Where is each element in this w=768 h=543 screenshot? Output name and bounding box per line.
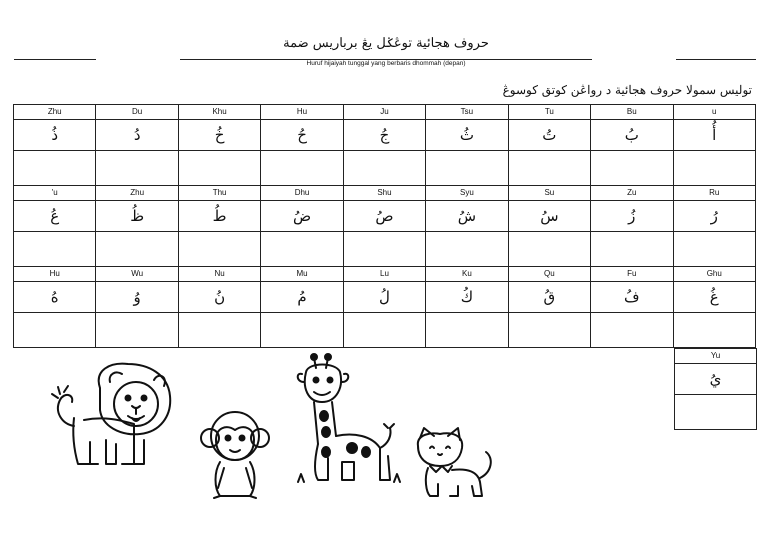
arabic-letter: مُ xyxy=(261,282,343,313)
arabic-letter: بُ xyxy=(591,120,673,151)
letter-label: Syu xyxy=(426,186,508,201)
writing-box[interactable] xyxy=(508,151,590,186)
letter-label: Ru xyxy=(673,186,756,201)
arabic-letter: شُ xyxy=(426,201,508,232)
writing-row xyxy=(675,395,757,430)
letter-label: Zu xyxy=(591,186,673,201)
writing-box[interactable] xyxy=(675,395,757,430)
label-row xyxy=(14,186,756,201)
letter-label: Bu xyxy=(591,105,673,120)
letter-label: Nu xyxy=(178,267,260,282)
arabic-letter: ضُ xyxy=(261,201,343,232)
arabic-letter: صُ xyxy=(343,201,425,232)
writing-box[interactable] xyxy=(591,151,673,186)
letter-label: Ju xyxy=(343,105,425,120)
cat-illustration xyxy=(412,426,498,502)
writing-box[interactable] xyxy=(673,313,756,348)
writing-row xyxy=(14,313,756,348)
arabic-letter: قُ xyxy=(508,282,590,313)
writing-box[interactable] xyxy=(261,232,343,267)
letter-label: Dhu xyxy=(261,186,343,201)
arabic-letter: خُ xyxy=(178,120,260,151)
glyph-row xyxy=(14,201,756,232)
letter-label: Su xyxy=(508,186,590,201)
arabic-letter: لُ xyxy=(343,282,425,313)
writing-box[interactable] xyxy=(96,151,178,186)
writing-box[interactable] xyxy=(343,232,425,267)
arabic-letter: نُ xyxy=(178,282,260,313)
arabic-letter: ظُ xyxy=(96,201,178,232)
glyph-row xyxy=(14,282,756,313)
writing-box[interactable] xyxy=(426,232,508,267)
arabic-letter: هُ xyxy=(14,282,96,313)
arabic-letter: سُ xyxy=(508,201,590,232)
arabic-letter: ثُ xyxy=(426,120,508,151)
arabic-letter: وُ xyxy=(96,282,178,313)
writing-box[interactable] xyxy=(14,151,96,186)
glyph-row xyxy=(675,364,757,395)
writing-box[interactable] xyxy=(426,313,508,348)
arabic-letter: تُ xyxy=(508,120,590,151)
label-row xyxy=(14,267,756,282)
arabic-letter: أُ xyxy=(673,120,756,151)
name-line-left xyxy=(14,59,96,60)
arabic-letter: غُ xyxy=(673,282,756,313)
arabic-letter: رُ xyxy=(673,201,756,232)
letter-label: Qu xyxy=(508,267,590,282)
letter-label: u xyxy=(673,105,756,120)
arabic-letter: ذُ xyxy=(14,120,96,151)
writing-box[interactable] xyxy=(426,151,508,186)
writing-box[interactable] xyxy=(261,151,343,186)
letter-label: Wu xyxy=(96,267,178,282)
giraffe-illustration xyxy=(292,352,404,486)
writing-box[interactable] xyxy=(343,151,425,186)
lion-illustration xyxy=(44,360,180,472)
letter-label: Shu xyxy=(343,186,425,201)
letter-label: Ghu xyxy=(673,267,756,282)
arabic-letter: زُ xyxy=(591,201,673,232)
letter-label: Hu xyxy=(261,105,343,120)
writing-box[interactable] xyxy=(96,313,178,348)
arabic-letter: كُ xyxy=(426,282,508,313)
letter-label: Mu xyxy=(261,267,343,282)
letter-label: Lu xyxy=(343,267,425,282)
letter-label: Du xyxy=(96,105,178,120)
writing-box[interactable] xyxy=(673,232,756,267)
letter-label: Hu xyxy=(14,267,96,282)
writing-box[interactable] xyxy=(96,232,178,267)
writing-box[interactable] xyxy=(14,313,96,348)
letter-label: Khu xyxy=(178,105,260,120)
label-row xyxy=(675,349,757,364)
writing-box[interactable] xyxy=(343,313,425,348)
letter-label: Thu xyxy=(178,186,260,201)
instruction-text: توليس سمولا حروف هجائية د رواڠن كوتق كوسوڠ xyxy=(502,83,752,97)
arabic-letter: فُ xyxy=(591,282,673,313)
writing-row xyxy=(14,232,756,267)
writing-box[interactable] xyxy=(591,313,673,348)
label-row xyxy=(14,105,756,120)
letter-label: Tsu xyxy=(426,105,508,120)
arabic-letter: جُ xyxy=(343,120,425,151)
letter-label: Fu xyxy=(591,267,673,282)
writing-box[interactable] xyxy=(673,151,756,186)
writing-box[interactable] xyxy=(508,313,590,348)
letter-label: Zhu xyxy=(14,105,96,120)
glyph-row xyxy=(14,120,756,151)
writing-box[interactable] xyxy=(178,232,260,267)
arabic-letter: حُ xyxy=(261,120,343,151)
letter-grid xyxy=(13,104,756,348)
arabic-letter: عُ xyxy=(14,201,96,232)
name-line-right xyxy=(676,59,756,60)
letter-label: Zhu xyxy=(96,186,178,201)
extra-letter-column xyxy=(674,348,757,430)
monkey-illustration xyxy=(198,408,272,502)
writing-box[interactable] xyxy=(14,232,96,267)
writing-box[interactable] xyxy=(508,232,590,267)
writing-box[interactable] xyxy=(261,313,343,348)
writing-row xyxy=(14,151,756,186)
arabic-letter: دُ xyxy=(96,120,178,151)
writing-box[interactable] xyxy=(591,232,673,267)
writing-box[interactable] xyxy=(178,151,260,186)
arabic-letter: طُ xyxy=(178,201,260,232)
letter-label: Yu xyxy=(675,349,757,364)
letter-label: Ku xyxy=(426,267,508,282)
letter-label: 'u xyxy=(14,186,96,201)
worksheet-subtitle: Huruf hijaiyah tunggal yang berbaris dhommah (depan) xyxy=(306,60,466,67)
writing-box[interactable] xyxy=(178,313,260,348)
letter-label: Tu xyxy=(508,105,590,120)
arabic-letter: يُ xyxy=(675,364,757,395)
worksheet-title: حروف هجائية توڠݢل يڠ برباريس ضمة xyxy=(283,36,489,51)
